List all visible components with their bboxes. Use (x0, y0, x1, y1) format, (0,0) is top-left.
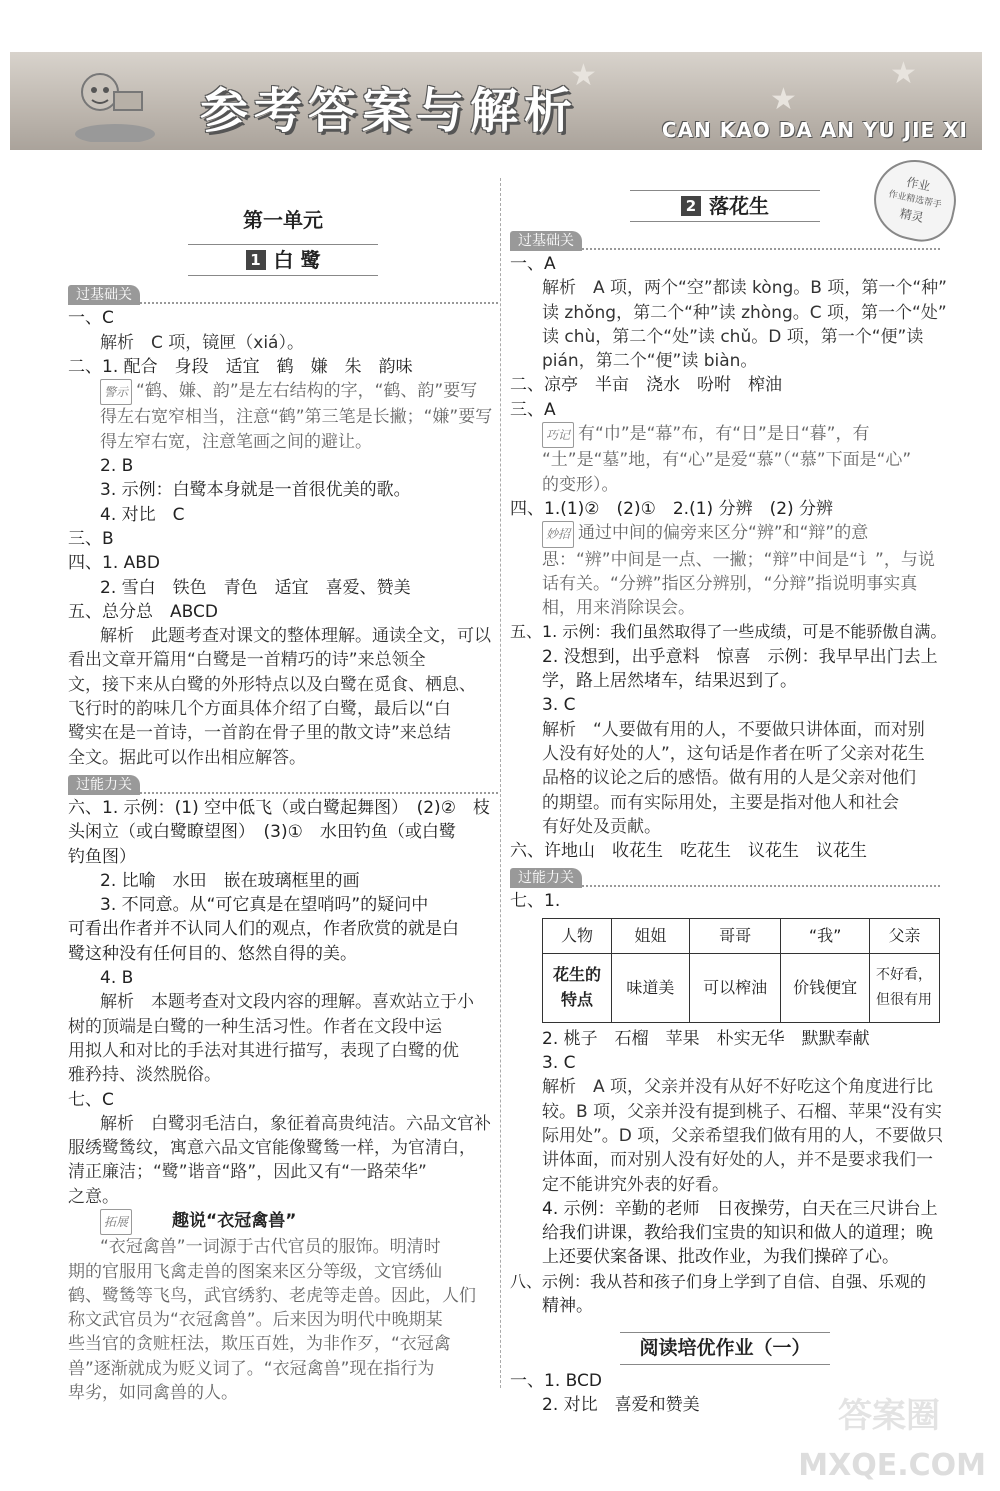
page-subtitle: CAN KAO DA AN YU JIE XI (661, 118, 968, 142)
answer-line: 3. C (542, 1053, 576, 1074)
table-row (543, 953, 940, 1022)
table-cell: 价钱便宜 (781, 953, 870, 1022)
answer-line: 六、许地山 收花生 吃花生 议花生 议花生 (510, 841, 867, 862)
explanation-line: 解析 A 项，父亲并没有从好不好吃这个角度进行比 (542, 1077, 934, 1098)
explanation-line: 品格的议论之后的感悟。做有用的人是父亲对他们 (542, 768, 916, 789)
explanation-line: 定不能讲究外表的好看。 (542, 1174, 729, 1195)
table-cell: 哥哥 (689, 918, 781, 953)
extension-line: 鹤、鹭鸶等飞鸟，武官绣豹、老虎等走兽。因此，人们 (68, 1285, 476, 1306)
column-divider (500, 178, 501, 1388)
explanation-line: 解析 此题考查对课文的整体理解。通读全文，可以 (100, 626, 491, 647)
extension-tag: 拓展 (100, 1209, 132, 1235)
star-icon: ★ (890, 56, 917, 91)
answer-line: 给我们讲课，教给我们宝贵的知识和做人的道理；晚 (542, 1223, 933, 1244)
note-line: 相，用来消除误会。 (542, 598, 695, 619)
note-line: 妙招 通过中间的偏旁来区分“辨”和“辩”的意 (510, 521, 940, 547)
note-tag: 警示 (100, 379, 132, 405)
note-tag: 巧记 (542, 422, 574, 448)
table-cell: 可以榨油 (689, 953, 781, 1022)
left-column (68, 180, 498, 1405)
note-line: 得左窄右宽，注意笔画之间的避让。 (100, 431, 372, 452)
explanation-line: 读 chù，第二个“处”读 chǔ。D 项，第一个“便”读 (542, 326, 924, 347)
watermark-logo: 答案圈 (838, 1396, 940, 1436)
explanation-line: 较。B 项，父亲并没有提到桃子、石榴、苹果“没有实 (542, 1101, 942, 1122)
peanut-table (542, 918, 940, 1023)
table-cell: 味道美 (611, 953, 689, 1022)
explanation-line: 之意。 (68, 1186, 119, 1207)
answer-line: 2. 对比 喜爱和赞美 (542, 1394, 700, 1415)
unit-title: 第一单元 (243, 208, 323, 232)
note-line: 的变形）。 (542, 474, 619, 495)
extension-line: “衣冠禽兽”一词源于古代官员的服饰。明清时 (100, 1237, 441, 1258)
table-cell: 父亲 (869, 918, 939, 953)
explanation-line: 际用处”。D 项，父亲希望我们做有用的人，不要做只 (542, 1125, 944, 1146)
explanation-line: 有好处及贡献。 (542, 816, 661, 837)
answer-line: 头闲立（或白鹭瞭望图） (3)① 水田钓鱼（或白鹭 (68, 822, 456, 843)
answer-line: 三、B (68, 528, 114, 549)
answer-line: 钓鱼图） (68, 846, 136, 867)
star-icon: ★ (570, 58, 597, 93)
explanation-line: 服绣鹭鸶纹，寓意六品文官能像鹭鸶一样，为官清白， (68, 1138, 476, 1159)
answer-line: 3. 不同意。从“可它真是在望哨吗”的疑问中 (100, 895, 429, 916)
explanation-line: pián，第二个“便”读 biàn。 (542, 351, 758, 372)
answer-line: 八、示例：我从苔和孩子们身上学到了自信、自强、乐观的 (510, 1271, 927, 1291)
answer-line: 4. 示例：辛勤的老师 日夜操劳，白天在三尺讲台上 (542, 1198, 938, 1219)
extension-line: 卑劣，如同禽兽的人。 (68, 1383, 238, 1404)
answer-line: 2. 没想到，出乎意料 惊喜 示例：我早早出门去上 (542, 646, 938, 667)
explanation-line: 的期望。而有实际用处，主要是指对他人和社会 (542, 792, 899, 813)
table-cell: 花生的特点 (543, 953, 612, 1022)
note-line: 得左右宽窄相当，注意“鹤”第三笔是长撇；“嫌”要写 (100, 407, 493, 428)
extension-title: 拓展 趣说“衣冠禽兽” (68, 1209, 498, 1235)
answer-line: 2. 桃子 石榴 苹果 朴实无华 默默奉献 (542, 1028, 870, 1049)
table-cell: 姐姐 (611, 918, 689, 953)
answer-line: 二、凉亭 半亩 浇水 吩咐 榨油 (510, 375, 782, 396)
lesson-title (630, 190, 820, 222)
table-cell: 不好看，但很有用 (869, 953, 939, 1022)
answer-line: 精神。 (542, 1295, 593, 1316)
explanation-line: 解析 A 项，两个“空”都读 kòng。B 项，第一个“种” (542, 278, 947, 299)
lesson-number: 2 (681, 196, 701, 216)
extension-line: 称文武官员为“衣冠禽兽”。后来因为明代中晚期某 (68, 1310, 443, 1331)
explanation-line: 清正廉洁；“鹭”谐音“路”，因此又有“一路荣华” (68, 1162, 427, 1183)
page-title: 参考答案与解析 (200, 83, 579, 139)
explanation-line: 文，接下来从白鹭的外形特点以及白鹭在觅食、栖息、 (68, 674, 476, 695)
right-column (510, 186, 947, 1417)
table-header-row (543, 918, 940, 953)
answer-line: 五、总分总 ABCD (68, 601, 218, 622)
explanation-line: 雅矜持、淡然脱俗。 (68, 1065, 221, 1086)
explanation-line: 读 zhǒng，第二个“种”读 zhòng。C 项，第一个“处” (542, 302, 947, 323)
answer-line: 2. 雪白 铁色 青色 适宜 喜爱、赞美 (100, 577, 411, 598)
section-header: 过基础关 (68, 282, 498, 304)
note-line: “土”是“墓”地，有“心”是爱“慕”（“慕”下面是“心” (542, 450, 912, 471)
explanation-line: 解析 白鹭羽毛洁白，象征着高贵纯洁。六品文官补 (100, 1113, 491, 1134)
answer-line: 三、A (510, 399, 556, 420)
answer-line: 鹭这种没有任何目的、悠然自得的美。 (68, 943, 357, 964)
explanation-line: 讲体面，而对别人没有好处的人，并不是要求我们一 (542, 1150, 933, 1171)
section-header: 过能力关 (68, 772, 498, 794)
answer-line: 4. 对比 C (100, 504, 185, 525)
lesson-name: 落花生 (709, 193, 769, 218)
logo-stamp: 作业 作业精选帮手 精灵 (867, 152, 964, 247)
answer-line: 4. B (100, 968, 134, 989)
note-line: 巧记 有“巾”是“幕”布，有“日”是日“暮”，有 (510, 422, 940, 448)
table-cell: “我” (781, 918, 870, 953)
extension-line: 些当官的贪赃枉法，欺压百姓，为非作歹，“衣冠禽 (68, 1334, 451, 1355)
extension-line: 期的官服用飞禽走兽的图案来区分等级，文官绣仙 (68, 1261, 442, 1282)
answer-line: 学，路上居然堵车，结果迟到了。 (542, 671, 797, 692)
answer-line: 可看出作者并不认同人们的观点，作者欣赏的就是白 (68, 919, 459, 940)
answer-line: 2. 比喻 水田 嵌在玻璃框里的画 (100, 870, 360, 891)
explanation-line: 解析 C 项，镜匣（xiá）。 (100, 332, 304, 353)
answer-line: 3. 示例：白鹭本身就是一首很优美的歌。 (100, 480, 411, 501)
note-tag: 妙招 (542, 521, 574, 547)
answer-line: 七、1. (510, 891, 561, 912)
table-cell: 人物 (543, 918, 612, 953)
explanation-line: 全文。据此可以作出相应解答。 (68, 747, 306, 768)
answer-line: 七、C (68, 1089, 114, 1110)
explanation-line: 鹭实在是一首诗，一首韵在骨子里的散文诗”来总结 (68, 723, 451, 744)
mascot-illustration-icon (70, 62, 160, 142)
extension-line: 兽”逐渐就成为贬义词了。“衣冠禽兽”现在指行为 (68, 1358, 435, 1379)
explanation-line: 树的顶端是白鹭的一种生活习性。作者在文段中运 (68, 1016, 442, 1037)
lesson-number: 1 (246, 250, 266, 270)
answer-line: 上还要伏案备课、批改作业，为我们操碎了心。 (542, 1247, 899, 1268)
answer-line: 二、1. 配合 身段 适宜 鹤 嫌 朱 韵味 (68, 356, 413, 377)
star-icon: ★ (770, 82, 797, 117)
note-line: 话有关。“分辨”指区分辨别，“分辩”指说明事实真 (542, 573, 918, 594)
answer-line: 五、1. 示例：我们虽然取得了一些成绩，可是不能骄傲自满。 (510, 622, 947, 642)
note-line: 思：“辨”中间是一点、一撇；“辩”中间是“讠”，与说 (542, 549, 935, 570)
explanation-line: 看出文章开篇用“白鹭是一首精巧的诗”来总领全 (68, 650, 426, 671)
section-header: 过能力关 (510, 865, 940, 887)
reading-section-title: 阅读培优作业（一） (620, 1332, 830, 1364)
answer-line: 3. C (542, 695, 576, 716)
lesson-title (188, 244, 378, 276)
explanation-line: 解析 “人要做有用的人，不要做只讲体面，而对别 (542, 719, 925, 740)
watermark-url: MXQE.COM (798, 1448, 986, 1483)
header-banner (10, 52, 982, 150)
explanation-line: 飞行时的韵味几个方面具体介绍了白鹭，最后以“白 (68, 699, 451, 720)
explanation-line: 解析 本题考查对文段内容的理解。喜欢站立于小 (100, 992, 474, 1013)
answer-line: 一、A (510, 254, 556, 274)
answer-line: 六、1. 示例：(1) 空中低飞（或白鹭起舞图） (2)② 枝 (68, 797, 490, 818)
answer-line: 一、C (68, 308, 114, 329)
answer-line: 2. B (100, 456, 134, 477)
note-line: 警示 “鹤、嫌、韵”是左右结构的字，“鹤、韵”要写 (68, 379, 498, 405)
lesson-name: 白 鹭 (273, 248, 321, 273)
explanation-line: 人没有好处的人”，这句话是作者在听了父亲对花生 (542, 743, 925, 764)
section-header: 过基础关 (510, 228, 940, 250)
answer-line: 一、1. BCD (510, 1370, 602, 1391)
explanation-line: 用拟人和对比的手法对其进行描写，表现了白鹭的优 (68, 1040, 459, 1061)
answer-line: 四、1.(1)② (2)① 2.(1) 分辨 (2) 分辨 (510, 498, 834, 519)
answer-line: 四、1. ABD (68, 553, 161, 574)
